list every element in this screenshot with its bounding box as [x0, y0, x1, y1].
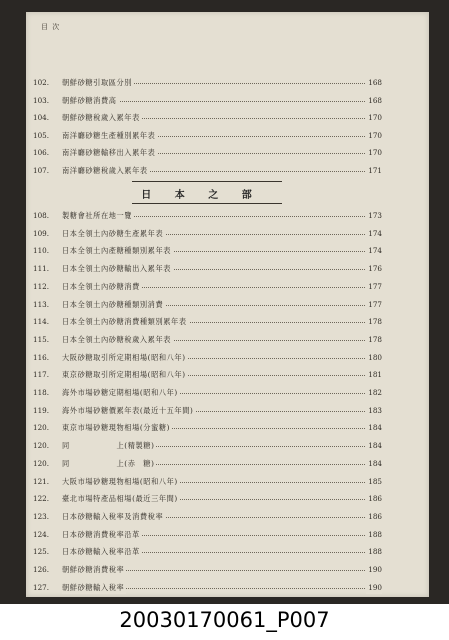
toc-entry: [0, 352, 403, 364]
entry-number: 121.: [33, 476, 50, 486]
entry-title: 大阪市場砂糖現物相場(昭和八年): [62, 476, 178, 486]
entry-title: 南洋廳砂糖稅歲入累年表: [62, 165, 148, 175]
entry-title: 南洋廳砂糖輸移出入累年表: [62, 148, 156, 157]
toc-entry: [0, 334, 403, 346]
entry-page: 184: [366, 422, 382, 434]
entry-page: 190: [366, 564, 382, 576]
entry-title: 同 上(赤 糖): [62, 458, 155, 468]
entry-title: 朝鮮砂糖引取區分別: [62, 78, 133, 87]
toc-entry: [0, 281, 403, 293]
toc-entry: [0, 440, 403, 452]
toc-entry: [0, 263, 403, 275]
running-head: 目 次: [41, 23, 61, 31]
entry-number: 110.: [33, 246, 50, 256]
toc-entry: [0, 387, 403, 399]
toc-entry: [0, 228, 403, 240]
entry-title: 東京市場砂糖現物相場(分蜜糖): [62, 423, 171, 433]
entry-title: 朝鮮砂糖消費高: [62, 95, 117, 105]
entry-number: 120.: [33, 423, 50, 433]
toc-entry: [0, 95, 403, 107]
entry-title: 日本全領土內產糖種類別累年表: [62, 246, 172, 256]
section-rule-top: [132, 181, 282, 182]
toc-entry: [0, 165, 403, 177]
entry-page: 182: [366, 387, 382, 399]
section-rule-bottom: [132, 203, 282, 204]
toc-entry: [0, 405, 403, 417]
entry-number: 120.: [33, 458, 50, 468]
entry-title: 朝鮮砂糖消費稅率: [62, 565, 125, 574]
entry-number: 102.: [33, 78, 50, 87]
entry-page: 186: [366, 511, 382, 523]
section-title: 日 本 之 部: [141, 190, 262, 201]
entry-title: 大阪砂糖取引所定期相場(昭和八年): [62, 352, 186, 362]
entry-title: 同 上(精製糖): [62, 441, 155, 451]
toc-entry: [0, 564, 403, 576]
entry-page: 177: [366, 281, 382, 293]
entry-title: 日本全領土內砂糖輸出入累年表: [62, 264, 172, 274]
toc-entry: [0, 77, 403, 89]
entry-number: 118.: [33, 388, 50, 397]
entry-title: 日本砂糖輸入稅率沿革: [62, 547, 140, 557]
toc-entry: [0, 369, 403, 381]
toc-entry: [0, 511, 403, 523]
entry-page: 185: [366, 476, 382, 488]
entry-number: 127.: [33, 582, 50, 592]
entry-number: 123.: [33, 511, 50, 521]
entry-page: 178: [366, 316, 382, 328]
entry-page: 190: [366, 582, 382, 594]
entry-page: 184: [366, 458, 382, 470]
entry-page: 181: [366, 369, 382, 381]
entry-page: 180: [366, 352, 382, 364]
entry-page: 184: [366, 440, 382, 452]
entry-number: 106.: [33, 148, 50, 157]
entry-title: 製糖會社所在地一覽: [62, 211, 133, 220]
entry-title: 東京砂糖取引所定期相場(昭和八年): [62, 370, 186, 380]
entry-page: 183: [366, 405, 382, 417]
toc-entry: [0, 210, 403, 222]
entry-number: 108.: [33, 211, 50, 220]
toc-entry: [0, 582, 403, 594]
entry-number: 111.: [33, 264, 50, 274]
entry-page: 176: [366, 263, 382, 275]
entry-page: 171: [366, 165, 382, 177]
toc-entry: [0, 299, 403, 311]
entry-title: 海外市場砂糖價累年表(最近十五年間): [62, 405, 194, 415]
entry-title: 日本全領土內砂糖生產累年表: [62, 228, 164, 238]
entry-number: 114.: [33, 317, 50, 327]
toc-entry: [0, 245, 403, 257]
entry-page: 186: [366, 493, 382, 505]
entry-page: 188: [366, 529, 382, 541]
toc-entry: [0, 147, 403, 159]
entry-page: 173: [366, 210, 382, 222]
entry-title: 海外市場砂糖定期相場(昭和八年): [62, 388, 178, 397]
toc-entry: [0, 130, 403, 142]
entry-number: 103.: [33, 95, 50, 105]
image-caption: 20030170061_P007: [119, 608, 330, 632]
entry-number: 126.: [33, 565, 50, 574]
entry-page: 178: [366, 334, 382, 346]
entry-page: 168: [366, 77, 382, 89]
entry-number: 116.: [33, 352, 50, 362]
entry-number: 113.: [33, 299, 50, 309]
entry-number: 107.: [33, 165, 50, 175]
entry-number: 117.: [33, 370, 50, 380]
entry-page: 188: [366, 546, 382, 558]
entry-title: 南洋廳砂糖生產種別累年表: [62, 130, 156, 140]
entry-number: 120.: [33, 441, 50, 451]
entry-number: 115.: [33, 334, 50, 344]
entry-page: 168: [366, 95, 382, 107]
entry-title: 日本砂糖消費稅率沿革: [62, 529, 140, 539]
entry-page: 170: [366, 130, 382, 142]
entry-number: 125.: [33, 547, 50, 557]
toc-entry: [0, 493, 403, 505]
entry-number: 119.: [33, 405, 50, 415]
entry-title: 日本全領土內砂糖種類別消費: [62, 299, 164, 309]
entry-number: 104.: [33, 113, 50, 122]
entry-page: 170: [366, 112, 382, 124]
toc-entry: [0, 458, 403, 470]
entry-title: 臺北市場特產品相場(最近三年間): [62, 494, 178, 504]
toc-entry: [0, 476, 403, 488]
entry-page: 174: [366, 228, 382, 240]
entry-title: 日本全領土內砂糖消費: [62, 281, 140, 291]
entry-page: 177: [366, 299, 382, 311]
entry-number: 124.: [33, 529, 50, 539]
entry-title: 日本全領土內砂糖稅歲入累年表: [62, 334, 172, 344]
entry-number: 112.: [33, 281, 50, 291]
toc-entry: [0, 546, 403, 558]
entry-number: 122.: [33, 494, 50, 504]
toc-entry: [0, 316, 403, 328]
entry-title: 日本全領土內砂糖消費種類別累年表: [62, 317, 187, 327]
entry-title: 朝鮮砂糖輸入稅率: [62, 582, 125, 592]
entry-page: 174: [366, 245, 382, 257]
entry-page: 170: [366, 147, 382, 159]
toc-entry: [0, 529, 403, 541]
entry-title: 朝鮮砂糖稅歲入累年表: [62, 113, 140, 122]
entry-title: 日本砂糖輸入稅率及消費稅率: [62, 511, 164, 521]
entry-number: 105.: [33, 130, 50, 140]
toc-entry: [0, 422, 403, 434]
entry-number: 109.: [33, 228, 50, 238]
toc-entry: [0, 112, 403, 124]
